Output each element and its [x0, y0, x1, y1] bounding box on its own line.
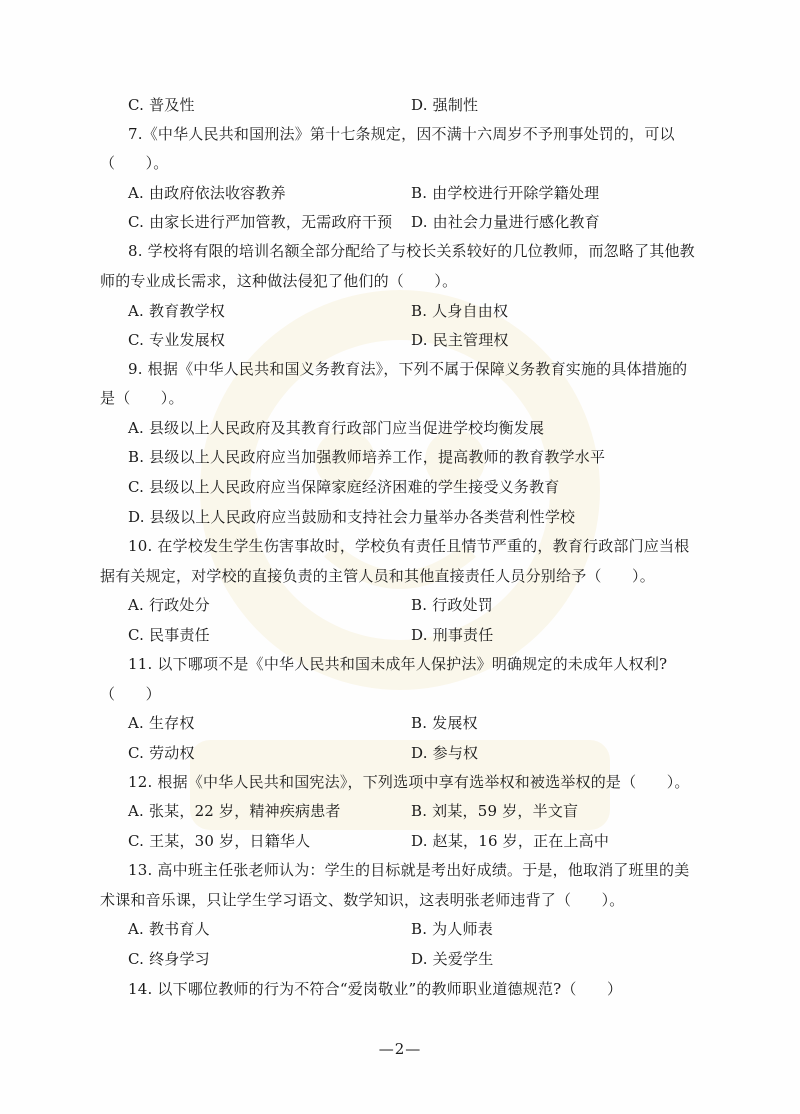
q10-stem-line1: 10. 在学校发生学生伤害事故时，学校负有责任且情节严重的，教育行政部门应当根 — [128, 537, 690, 555]
q9-stem-line2: 是（ ）。 — [100, 389, 184, 407]
q10-option-a: A. 行政处分 — [128, 596, 210, 614]
q7-option-c: C. 由家长进行严加管教，无需政府干预 — [128, 213, 393, 231]
q11-option-c: C. 劳动权 — [128, 744, 195, 762]
q9-stem-line1: 9. 根据《中华人民共和国义务教育法》，下列不属于保障义务教育实施的具体措施的 — [128, 360, 688, 378]
q8-stem-line1: 8. 学校将有限的培训名额全部分配给了与校长关系较好的几位教师，而忽略了其他教 — [128, 242, 695, 260]
q7-stem-line1: 7.《中华人民共和国刑法》第十七条规定，因不满十六周岁不予刑事处罚的，可以 — [128, 125, 675, 143]
q13-stem-line2: 术课和音乐课，只让学生学习语文、数学知识，这表明张老师违背了（ ）。 — [100, 891, 625, 909]
q11-stem-line2: （ ） — [100, 685, 161, 703]
q11-stem-line1: 11. 以下哪项不是《中华人民共和国未成年人保护法》明确规定的未成年人权利? — [128, 655, 668, 673]
q12-stem-line1: 12. 根据《中华人民共和国宪法》，下列选项中享有选举权和被选举权的是（ ）。 — [128, 773, 690, 791]
q10-stem-line2: 据有关规定，对学校的直接负责的主管人员和其他直接责任人员分别给予（ ）。 — [100, 567, 655, 585]
q10-option-d: D. 刑事责任 — [411, 626, 494, 644]
q13-option-c: C. 终身学习 — [128, 950, 210, 968]
q13-option-d: D. 关爱学生 — [411, 950, 494, 968]
q12-option-c: C. 王某，30 岁，日籍华人 — [128, 832, 311, 850]
q11-option-a: A. 生存权 — [128, 714, 195, 732]
q11-option-d: D. 参与权 — [411, 744, 479, 762]
q6-option-c: C. 普及性 — [128, 96, 195, 114]
watermark-logo-icon — [110, 260, 690, 860]
q13-stem-line1: 13. 高中班主任张老师认为：学生的目标就是考出好成绩。于是，他取消了班里的美 — [128, 861, 690, 879]
q8-option-c: C. 专业发展权 — [128, 331, 226, 349]
q9-option-a: A. 县级以上人民政府及其教育行政部门应当促进学校均衡发展 — [128, 419, 545, 437]
q9-option-d: D. 县级以上人民政府应当鼓励和支持社会力量举办各类营利性学校 — [128, 508, 576, 526]
q8-option-d: D. 民主管理权 — [411, 331, 509, 349]
q8-option-b: B. 人身自由权 — [411, 302, 509, 320]
q7-option-d: D. 由社会力量进行感化教育 — [411, 213, 600, 231]
q11-option-b: B. 发展权 — [411, 714, 478, 732]
q12-option-d: D. 赵某，16 岁，正在上高中 — [411, 832, 610, 850]
q10-option-b: B. 行政处罚 — [411, 596, 493, 614]
q7-stem-line2: （ ）。 — [100, 154, 169, 172]
q8-stem-line2: 师的专业成长需求，这种做法侵犯了他们的（ ）。 — [100, 272, 458, 290]
q7-option-b: B. 由学校进行开除学籍处理 — [411, 184, 600, 202]
q9-option-c: C. 县级以上人民政府应当保障家庭经济困难的学生接受义务教育 — [128, 478, 560, 496]
q6-option-d: D. 强制性 — [411, 96, 479, 114]
q7-option-a: A. 由政府依法收容教养 — [128, 184, 286, 202]
page-number: —2— — [378, 1040, 422, 1058]
q13-option-b: B. 为人师表 — [411, 920, 493, 938]
q13-option-a: A. 教书育人 — [128, 920, 210, 938]
q12-option-b: B. 刘某，59 岁，半文盲 — [411, 802, 579, 820]
q12-option-a: A. 张某，22 岁，精神疾病患者 — [128, 802, 341, 820]
q9-option-b: B. 县级以上人民政府应当加强教师培养工作，提高教师的教育教学水平 — [128, 448, 606, 466]
q10-option-c: C. 民事责任 — [128, 626, 210, 644]
q14-stem-line1: 14. 以下哪位教师的行为不符合“爱岗敬业”的教师职业道德规范?（ ） — [128, 980, 623, 998]
q8-option-a: A. 教育教学权 — [128, 302, 225, 320]
